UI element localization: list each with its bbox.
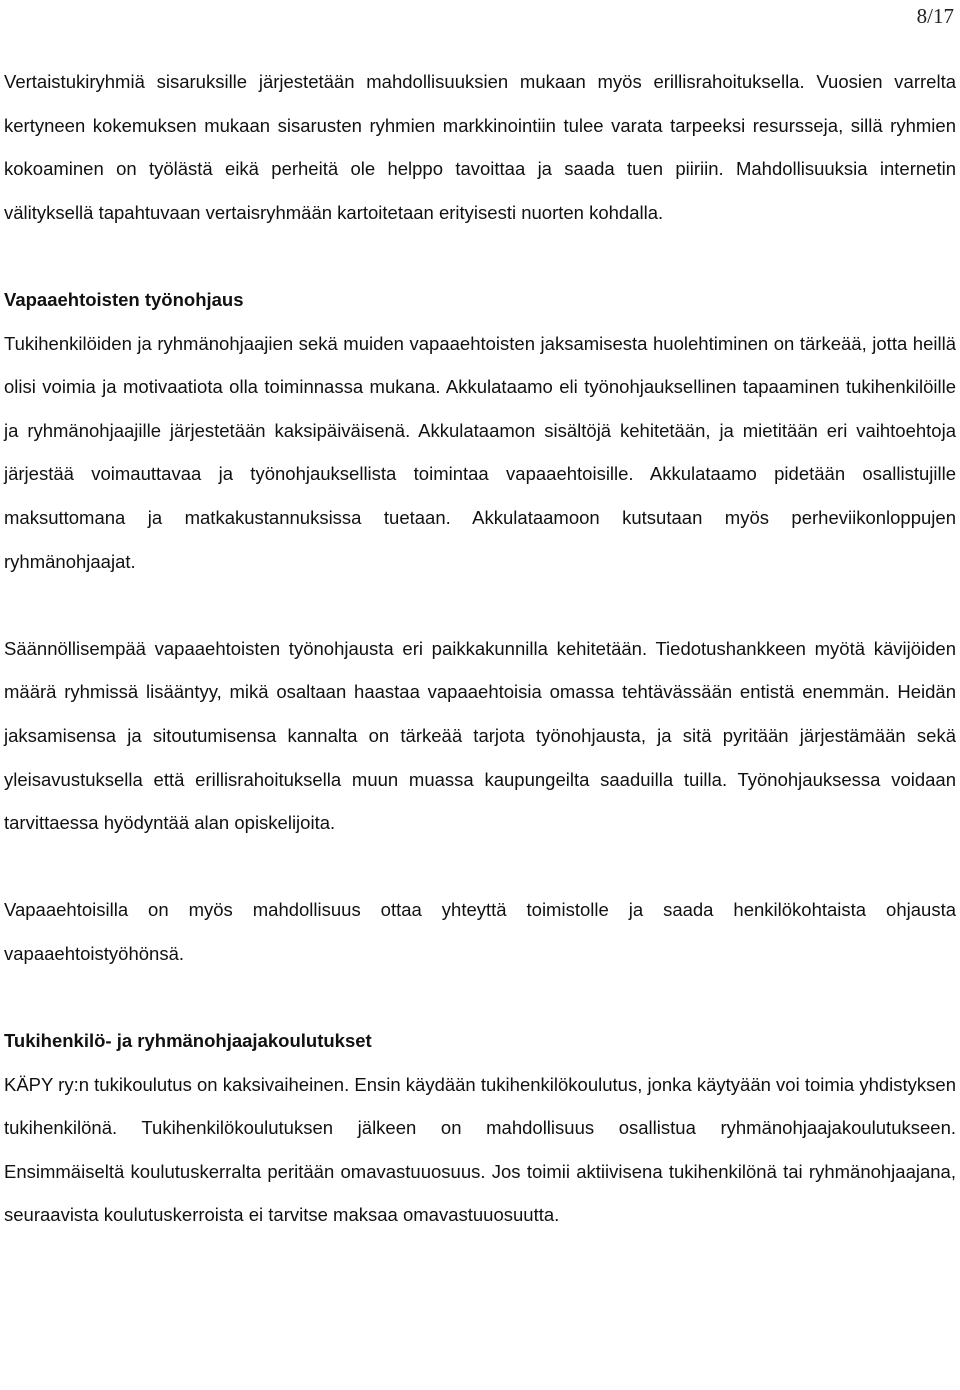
paragraph-gap <box>4 583 956 627</box>
page-number: 8/17 <box>916 4 954 28</box>
document-body <box>4 60 956 1237</box>
paragraph-akkulataamo: Tukihenkilöiden ja ryhmänohjaajien sekä muiden vapaaehtoisten jaksamisesta huolehtiminen on tärkeää, jotta heillä olisi voimia ja motivaatiota olla toiminnassa mukana. Akkulataamo eli työnohjauksellinen tapaaminen tukihenkilöille ja ryhmänohjaajille järjestetään kaksipäiväisenä. Akkulataamon sisältöjä kehitetään, ja mietitään eri vaihtoehtoja järjestää voimauttavaa ja työnohjauksellista toimintaa vapaaehtoisille. Akkulataamo pidetään osallistujille maksuttomana ja matkakustannuksissa tuetaan. Akkulataamoon kutsutaan myös perheviikonloppujen ryhmänohjaajat. <box>4 332 956 572</box>
paragraph-regular-supervision: Säännöllisempää vapaaehtoisten työnohjausta eri paikkakunnilla kehitetään. Tiedotushankkeen myötä kävijöiden määrä ryhmissä lisääntyy, mikä osaltaan haastaa vapaaehtoisia omassa tehtävässään entistä enemmän. Heidän jaksamisensa ja sitoutumisensa kannalta on tärkeää tarjota työnohjausta, ja sitä pyritään järjestämään sekä yleisavustuksella että erillisrahoituksella muun muassa kaupungeilta saaduilla tuilla. Työnohjauksessa voidaan tarvittaessa hyödyntää alan opiskelijoita. <box>4 637 956 834</box>
paragraph-office-contact: Vapaaehtoisilla on myös mahdollisuus ottaa yhteyttä toimistolle ja saada henkilökohtaista ohjausta vapaaehtoistyöhönsä. <box>4 899 956 964</box>
paragraph-gap <box>4 234 956 278</box>
paragraph-gap <box>4 845 956 889</box>
paragraph-sibling-groups: Vertaistukiryhmiä sisaruksille järjestetään mahdollisuuksien mukaan myös erillisrahoituksella. Vuosien varrelta kertyneen kokemuksen mukaan sisarusten ryhmien markkinointiin tulee varata tarpeeksi resursseja, sillä ryhmien kokoaminen on työlästä eikä perheitä ole helppo tavoittaa ja saada tuen piiriin. Mahdollisuuksia internetin välityksellä tapahtuvaan vertaisryhmään kartoitetaan erityisesti nuorten kohdalla. <box>4 71 956 223</box>
heading-volunteer-supervision: Vapaaehtoisten työnohjaus <box>4 288 244 310</box>
paragraph-gap <box>4 975 956 1019</box>
heading-trainings: Tukihenkilö- ja ryhmänohjaajakoulutukset <box>4 1030 372 1052</box>
paragraph-training-details: KÄPY ry:n tukikoulutus on kaksivaiheinen. Ensin käydään tukihenkilökoulutus, jonka käytyään voi toimia yhdistyksen tukihenkilönä. Tukihenkilökoulutuksen jälkeen on mahdollisuus osallistua ryhmänohjaajakoulutukseen. Ensimmäiseltä koulutuskerralta peritään omavastuuosuus. Jos toimii aktiivisena tukihenkilönä tai ryhmänohjaajana, seuraavista koulutuskerroista ei tarvitse maksaa omavastuuosuutta. <box>4 1073 956 1226</box>
